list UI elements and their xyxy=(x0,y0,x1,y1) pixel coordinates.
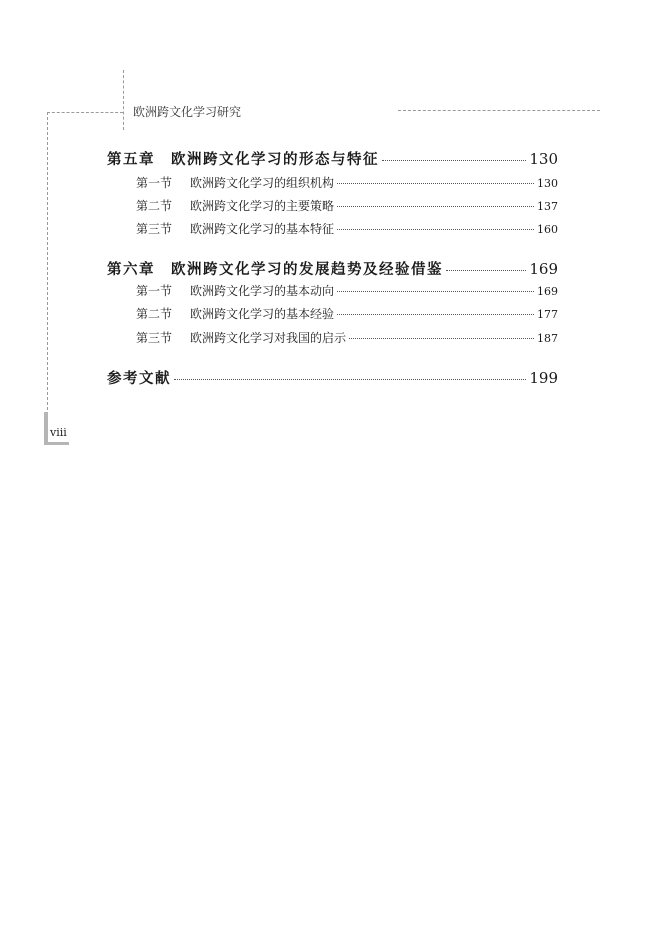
toc-section-5-2[interactable] xyxy=(136,197,558,214)
toc-references[interactable] xyxy=(107,367,558,388)
toc-leader-dots xyxy=(382,160,526,161)
toc-section-6-2[interactable] xyxy=(136,305,558,322)
toc-section-number: 第一节 xyxy=(136,284,173,298)
toc-section-title: 欧洲跨文化学习的基本动向 xyxy=(190,284,335,298)
toc-section-title: 欧洲跨文化学习对我国的启示 xyxy=(190,331,347,345)
toc-section-title: 欧洲跨文化学习的主要策略 xyxy=(190,199,335,213)
toc-page-number: 137 xyxy=(537,200,558,213)
header-right-dashed-rule xyxy=(398,110,600,111)
toc-page-number: 130 xyxy=(529,150,558,168)
toc-chapter-5[interactable] xyxy=(107,148,558,169)
toc-page-number: 177 xyxy=(537,308,558,321)
toc-page-number: 160 xyxy=(537,223,558,236)
toc-section-5-3[interactable] xyxy=(136,220,558,237)
toc-section-title: 欧洲跨文化学习的组织机构 xyxy=(190,176,335,190)
toc-chapter-title: 第五章 欧洲跨文化学习的形态与特征 xyxy=(107,151,379,168)
toc-section-title: 欧洲跨文化学习的基本经验 xyxy=(190,307,335,321)
page-number-underline xyxy=(44,442,69,445)
header-left-dashed-rule xyxy=(47,112,123,113)
toc-section-number: 第二节 xyxy=(136,307,173,321)
toc-leader-dots xyxy=(337,291,534,292)
toc-leader-dots xyxy=(349,338,534,339)
toc-section-5-1[interactable] xyxy=(136,174,558,191)
toc-page-number: 199 xyxy=(529,369,558,387)
toc-chapter-title: 第六章 欧洲跨文化学习的发展趋势及经验借鉴 xyxy=(107,261,443,278)
toc-section-number: 第三节 xyxy=(136,331,173,345)
toc-leader-dots xyxy=(337,183,534,184)
toc-leader-dots xyxy=(174,379,526,380)
toc-leader-dots xyxy=(337,314,534,315)
toc-section-number: 第二节 xyxy=(136,199,173,213)
toc-section-6-1[interactable] xyxy=(136,282,558,299)
toc-section-6-3[interactable] xyxy=(136,329,558,346)
toc-page-number: 169 xyxy=(537,285,558,298)
toc-section-number: 第一节 xyxy=(136,176,173,190)
toc-references-title: 参考文献 xyxy=(107,370,171,387)
toc-leader-dots xyxy=(446,270,526,271)
page-number-edge-bar xyxy=(44,412,48,444)
toc-section-number: 第三节 xyxy=(136,222,173,236)
toc-page-number: 130 xyxy=(537,177,558,190)
toc-chapter-6[interactable] xyxy=(107,258,558,279)
toc-page-number: 187 xyxy=(537,332,558,345)
toc-section-title: 欧洲跨文化学习的基本特征 xyxy=(190,222,335,236)
toc-leader-dots xyxy=(337,229,534,230)
page-number: viii xyxy=(50,426,67,439)
toc-page-number: 169 xyxy=(529,260,558,278)
running-head: 欧洲跨文化学习研究 xyxy=(133,105,242,119)
toc-leader-dots xyxy=(337,206,534,207)
header-vertical-dashed-rule xyxy=(123,70,124,130)
margin-dashed-rule xyxy=(47,112,48,415)
